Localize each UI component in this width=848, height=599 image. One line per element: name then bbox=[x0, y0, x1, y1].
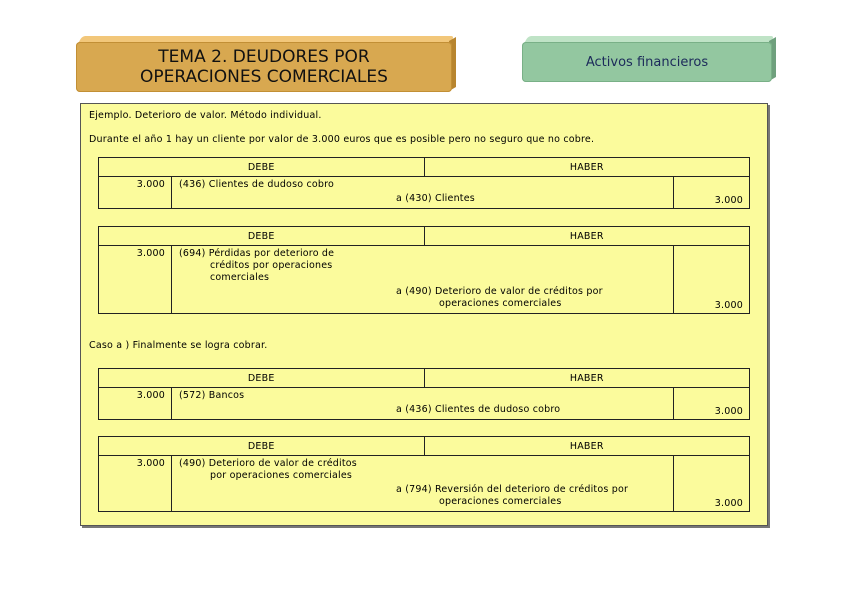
entry-header-row bbox=[99, 158, 749, 177]
entry-body-row bbox=[99, 388, 749, 419]
debe-header: DEBE bbox=[99, 158, 425, 176]
section-label-box bbox=[522, 36, 778, 82]
debe-account-line: comerciales bbox=[210, 272, 270, 283]
topic-title bbox=[76, 42, 452, 92]
haber-account-line: operaciones comerciales bbox=[439, 496, 562, 507]
haber-account bbox=[396, 484, 628, 508]
debe-account-line: (490) Deterioro de valor de créditos bbox=[179, 458, 357, 469]
debe-account: (572) Bancos bbox=[179, 390, 245, 401]
entry-accounts bbox=[172, 388, 673, 419]
haber-amount: 3.000 bbox=[673, 388, 749, 419]
debe-amount: 3.000 bbox=[99, 246, 172, 313]
debe-account-line: (694) Pérdidas por deterioro de bbox=[179, 248, 335, 259]
haber-account-line: operaciones comerciales bbox=[439, 298, 562, 309]
haber-amount: 3.000 bbox=[673, 177, 749, 208]
entry-accounts bbox=[172, 456, 673, 511]
content-panel bbox=[80, 103, 768, 526]
debe-amount: 3.000 bbox=[99, 177, 172, 208]
topic-title-line2: OPERACIONES COMERCIALES bbox=[140, 67, 388, 87]
debe-amount: 3.000 bbox=[99, 456, 172, 511]
entry-header-row bbox=[99, 369, 749, 388]
debe-account: (436) Clientes de dudoso cobro bbox=[179, 179, 335, 190]
debe-account-line: por operaciones comerciales bbox=[210, 470, 353, 481]
haber-account: a (430) Clientes bbox=[396, 193, 475, 204]
topic-title-box bbox=[76, 36, 458, 92]
journal-entry-1 bbox=[98, 157, 750, 209]
entry-body-row bbox=[99, 246, 749, 313]
entry-header-row bbox=[99, 227, 749, 246]
entry-accounts bbox=[172, 177, 673, 208]
journal-entry-3 bbox=[98, 368, 750, 420]
example-heading: Ejemplo. Deterioro de valor. Método individual. bbox=[89, 110, 322, 121]
entry-body-row bbox=[99, 177, 749, 208]
debe-amount: 3.000 bbox=[99, 388, 172, 419]
haber-amount: 3.000 bbox=[673, 456, 749, 511]
journal-entry-2 bbox=[98, 226, 750, 314]
entry-accounts bbox=[172, 246, 673, 313]
haber-amount: 3.000 bbox=[673, 246, 749, 313]
haber-account-line: a (490) Deterioro de valor de créditos por bbox=[396, 286, 603, 297]
haber-account-line: a (794) Reversión del deterioro de créditos por bbox=[396, 484, 629, 495]
haber-header: HABER bbox=[569, 230, 604, 242]
topic-title-line1: TEMA 2. DEUDORES POR bbox=[158, 47, 370, 67]
debe-header: DEBE bbox=[99, 437, 425, 455]
case-a-text: Caso a ) Finalmente se logra cobrar. bbox=[89, 340, 268, 351]
haber-account: a (436) Clientes de dudoso cobro bbox=[396, 404, 561, 415]
entry-body-row bbox=[99, 456, 749, 511]
debe-account bbox=[179, 458, 357, 482]
haber-header: HABER bbox=[569, 372, 604, 384]
debe-account-line: créditos por operaciones bbox=[210, 260, 333, 271]
debe-header: DEBE bbox=[99, 369, 425, 387]
haber-header: HABER bbox=[569, 440, 604, 452]
entry-header-row bbox=[99, 437, 749, 456]
haber-header: HABER bbox=[569, 161, 604, 173]
section-label: Activos financieros bbox=[522, 42, 772, 82]
example-description: Durante el año 1 hay un cliente por valor de 3.000 euros que es posible pero no seguro que no cobre. bbox=[89, 134, 595, 145]
haber-account bbox=[396, 286, 603, 310]
debe-header: DEBE bbox=[99, 227, 425, 245]
journal-entry-4 bbox=[98, 436, 750, 512]
debe-account bbox=[179, 248, 334, 284]
